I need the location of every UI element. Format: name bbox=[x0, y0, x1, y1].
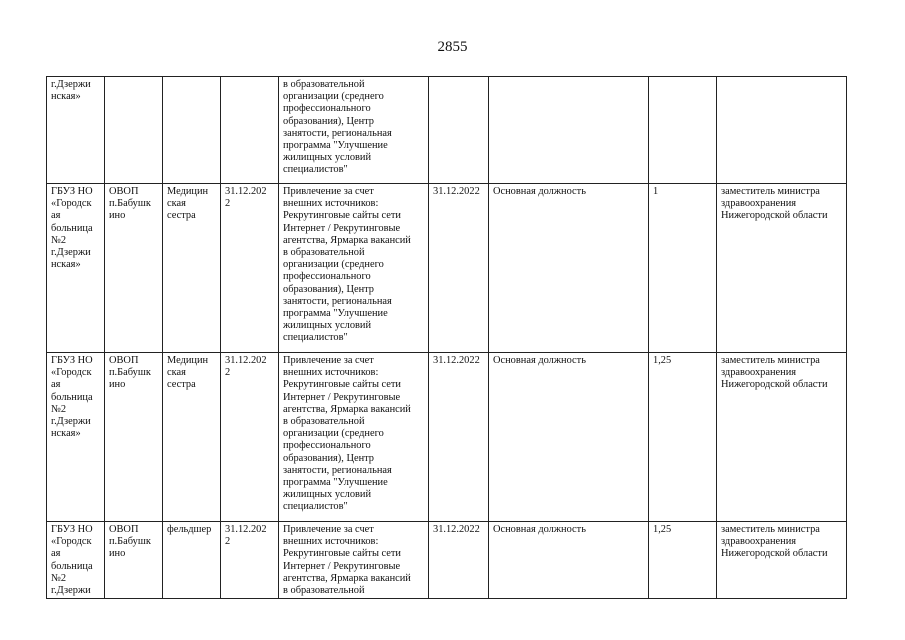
cell-text-line: программа "Улучшение bbox=[283, 140, 388, 152]
table-cell-col-7 bbox=[489, 77, 649, 184]
table-cell-col-1 bbox=[47, 353, 105, 522]
cell-text-line: профессионального bbox=[283, 271, 371, 283]
cell-text-line: Медицин bbox=[167, 355, 209, 366]
cell-text-line: ская bbox=[167, 367, 186, 379]
cell-text-line: больница bbox=[51, 560, 93, 572]
cell-text-line: Привлечение за счет bbox=[283, 524, 374, 535]
cell-text-line: сестра bbox=[167, 210, 196, 222]
cell-text-line: нская» bbox=[51, 91, 81, 103]
table-cell-col-9 bbox=[717, 77, 847, 184]
table-cell-col-9 bbox=[717, 522, 847, 599]
cell-text-line: больница bbox=[51, 222, 93, 234]
table-cell-col-8 bbox=[649, 77, 717, 184]
cell-text-line: №2 bbox=[51, 572, 67, 584]
table-cell-col-4 bbox=[221, 522, 279, 599]
table-cell-col-5 bbox=[279, 522, 429, 599]
cell-text-line: 31.12.202 bbox=[225, 524, 267, 535]
cell-text-line: 31.12.202 bbox=[225, 355, 267, 366]
table-cell-col-6 bbox=[429, 353, 489, 522]
cell-text-line: г.Дзержи bbox=[51, 416, 91, 428]
cell-text-line: Интернет / Рекрутинговые bbox=[283, 222, 401, 234]
table-cell-col-2 bbox=[105, 77, 163, 184]
cell-text-line: 31.12.2022 bbox=[433, 524, 480, 535]
cell-text-line: заместитель министра bbox=[721, 355, 820, 366]
cell-text-line: ая bbox=[51, 548, 61, 560]
cell-text-line: организации (среднего bbox=[283, 428, 384, 440]
cell-text-line: Рекрутинговые сайты сети bbox=[283, 379, 401, 391]
cell-text-line: образования), Центр bbox=[283, 115, 375, 127]
cell-text-line: 31.12.2022 bbox=[433, 186, 480, 197]
table-cell-col-3 bbox=[163, 522, 221, 599]
cell-text-line: ино bbox=[109, 210, 126, 222]
cell-text-line: №2 bbox=[51, 403, 67, 415]
cell-text-line: специалистов" bbox=[283, 501, 348, 513]
cell-text-line: в образовательной bbox=[283, 585, 365, 597]
cell-text-line: п.Бабушк bbox=[109, 198, 151, 210]
cell-text-line: нская» bbox=[51, 428, 81, 440]
cell-text-line: профессионального bbox=[283, 440, 371, 452]
cell-text-line: специалистов" bbox=[283, 332, 348, 344]
cell-text-line: 2 bbox=[225, 536, 231, 548]
cell-text-line: ГБУЗ НО bbox=[51, 355, 93, 366]
table-cell-col-2 bbox=[105, 522, 163, 599]
table-cell-col-9 bbox=[717, 353, 847, 522]
table-cell-col-7 bbox=[489, 184, 649, 353]
table-cell-col-7 bbox=[489, 353, 649, 522]
table-cell-col-9 bbox=[717, 184, 847, 353]
cell-text-line: ино bbox=[109, 548, 126, 560]
table-cell-col-8 bbox=[649, 522, 717, 599]
cell-text-line: г.Дзержи bbox=[51, 247, 91, 259]
cell-text-line: нская» bbox=[51, 259, 81, 271]
table-cell-col-8 bbox=[649, 184, 717, 353]
table-cell-col-3 bbox=[163, 77, 221, 184]
cell-text-line: Медицин bbox=[167, 186, 209, 197]
cell-text-line: здравоохранения bbox=[721, 536, 797, 548]
cell-text-line: заместитель министра bbox=[721, 186, 820, 197]
table-body bbox=[47, 77, 847, 599]
cell-text-line: организации (среднего bbox=[283, 91, 384, 103]
table-row bbox=[47, 77, 847, 184]
cell-text-line: ая bbox=[51, 210, 61, 222]
cell-text-line: внешних источников: bbox=[283, 367, 379, 379]
table-cell-col-8 bbox=[649, 353, 717, 522]
cell-text-line: жилищных условий bbox=[283, 320, 372, 332]
table-cell-col-5 bbox=[279, 353, 429, 522]
cell-text-line: ГБУЗ НО bbox=[51, 524, 93, 535]
cell-text-line: ОВОП bbox=[109, 524, 139, 535]
cell-text-line: фельдшер bbox=[167, 524, 212, 535]
cell-text-line: Интернет / Рекрутинговые bbox=[283, 560, 401, 572]
cell-text-line: 2 bbox=[225, 367, 231, 379]
cell-text-line: Основная должность bbox=[493, 355, 586, 366]
cell-text-line: заместитель министра bbox=[721, 524, 820, 535]
cell-text-line: 1 bbox=[653, 186, 659, 197]
cell-text-line: жилищных условий bbox=[283, 152, 372, 164]
cell-text-line: внешних источников: bbox=[283, 198, 379, 210]
cell-text-line: «Городск bbox=[51, 536, 92, 548]
cell-text-line: Интернет / Рекрутинговые bbox=[283, 391, 401, 403]
cell-text-line: п.Бабушк bbox=[109, 367, 151, 379]
cell-text-line: Основная должность bbox=[493, 186, 586, 197]
cell-text-line: сестра bbox=[167, 379, 196, 391]
cell-text-line: образования), Центр bbox=[283, 283, 375, 295]
cell-text-line: агентства, Ярмарка вакансий bbox=[283, 572, 411, 584]
table-cell-col-6 bbox=[429, 184, 489, 353]
cell-text-line: Привлечение за счет bbox=[283, 355, 374, 366]
cell-text-line: ОВОП bbox=[109, 186, 139, 197]
cell-text-line: агентства, Ярмарка вакансий bbox=[283, 403, 411, 415]
cell-text-line: ГБУЗ НО bbox=[51, 186, 93, 197]
cell-text-line: Основная должность bbox=[493, 524, 586, 535]
table-cell-col-1 bbox=[47, 184, 105, 353]
cell-text-line: Нижегородской области bbox=[721, 379, 828, 391]
cell-text-line: агентства, Ярмарка вакансий bbox=[283, 234, 411, 246]
table-cell-col-4 bbox=[221, 353, 279, 522]
table-row bbox=[47, 353, 847, 522]
cell-text-line: г.Дзержи bbox=[51, 585, 91, 597]
cell-text-line: здравоохранения bbox=[721, 198, 797, 210]
cell-text-line: образования), Центр bbox=[283, 452, 375, 464]
cell-text-line: ОВОП bbox=[109, 355, 139, 366]
cell-text-line: занятости, региональная bbox=[283, 295, 392, 307]
cell-text-line: в образовательной bbox=[283, 79, 365, 90]
table-cell-col-6 bbox=[429, 522, 489, 599]
cell-text-line: организации (среднего bbox=[283, 259, 384, 271]
cell-text-line: п.Бабушк bbox=[109, 536, 151, 548]
table-cell-col-6 bbox=[429, 77, 489, 184]
table-cell-col-3 bbox=[163, 184, 221, 353]
cell-text-line: 31.12.2022 bbox=[433, 355, 480, 366]
cell-text-line: в образовательной bbox=[283, 416, 365, 428]
cell-text-line: профессионального bbox=[283, 103, 371, 115]
cell-text-line: Привлечение за счет bbox=[283, 186, 374, 197]
cell-text-line: здравоохранения bbox=[721, 367, 797, 379]
cell-text-line: Нижегородской области bbox=[721, 210, 828, 222]
cell-text-line: 1,25 bbox=[653, 524, 672, 535]
table-cell-col-7 bbox=[489, 522, 649, 599]
table-cell-col-5 bbox=[279, 184, 429, 353]
cell-text-line: ая bbox=[51, 379, 61, 391]
cell-text-line: внешних источников: bbox=[283, 536, 379, 548]
cell-text-line: ино bbox=[109, 379, 126, 391]
table-cell-col-4 bbox=[221, 184, 279, 353]
cell-text-line: 31.12.202 bbox=[225, 186, 267, 197]
cell-text-line: ская bbox=[167, 198, 186, 210]
cell-text-line: Рекрутинговые сайты сети bbox=[283, 548, 401, 560]
data-table bbox=[46, 76, 847, 599]
table-cell-col-1 bbox=[47, 77, 105, 184]
table-cell-col-3 bbox=[163, 353, 221, 522]
page-number: 2855 bbox=[437, 39, 468, 55]
table-cell-col-5 bbox=[279, 77, 429, 184]
table-row bbox=[47, 184, 847, 353]
cell-text-line: программа "Улучшение bbox=[283, 477, 388, 489]
cell-text-line: 1,25 bbox=[653, 355, 672, 366]
table-row bbox=[47, 522, 847, 599]
cell-text-line: занятости, региональная bbox=[283, 127, 392, 139]
cell-text-line: занятости, региональная bbox=[283, 464, 392, 476]
cell-text-line: жилищных условий bbox=[283, 489, 372, 501]
cell-text-line: «Городск bbox=[51, 367, 92, 379]
table-cell-col-4 bbox=[221, 77, 279, 184]
table-cell-col-1 bbox=[47, 522, 105, 599]
table-cell-col-2 bbox=[105, 353, 163, 522]
cell-text-line: 2 bbox=[225, 198, 231, 210]
cell-text-line: больница bbox=[51, 391, 93, 403]
cell-text-line: Рекрутинговые сайты сети bbox=[283, 210, 401, 222]
cell-text-line: Нижегородской области bbox=[721, 548, 828, 560]
cell-text-line: №2 bbox=[51, 234, 67, 246]
cell-text-line: в образовательной bbox=[283, 247, 365, 259]
cell-text-line: специалистов" bbox=[283, 164, 348, 176]
table-cell-col-2 bbox=[105, 184, 163, 353]
cell-text-line: «Городск bbox=[51, 198, 92, 210]
cell-text-line: г.Дзержи bbox=[51, 79, 91, 90]
cell-text-line: программа "Улучшение bbox=[283, 308, 388, 320]
